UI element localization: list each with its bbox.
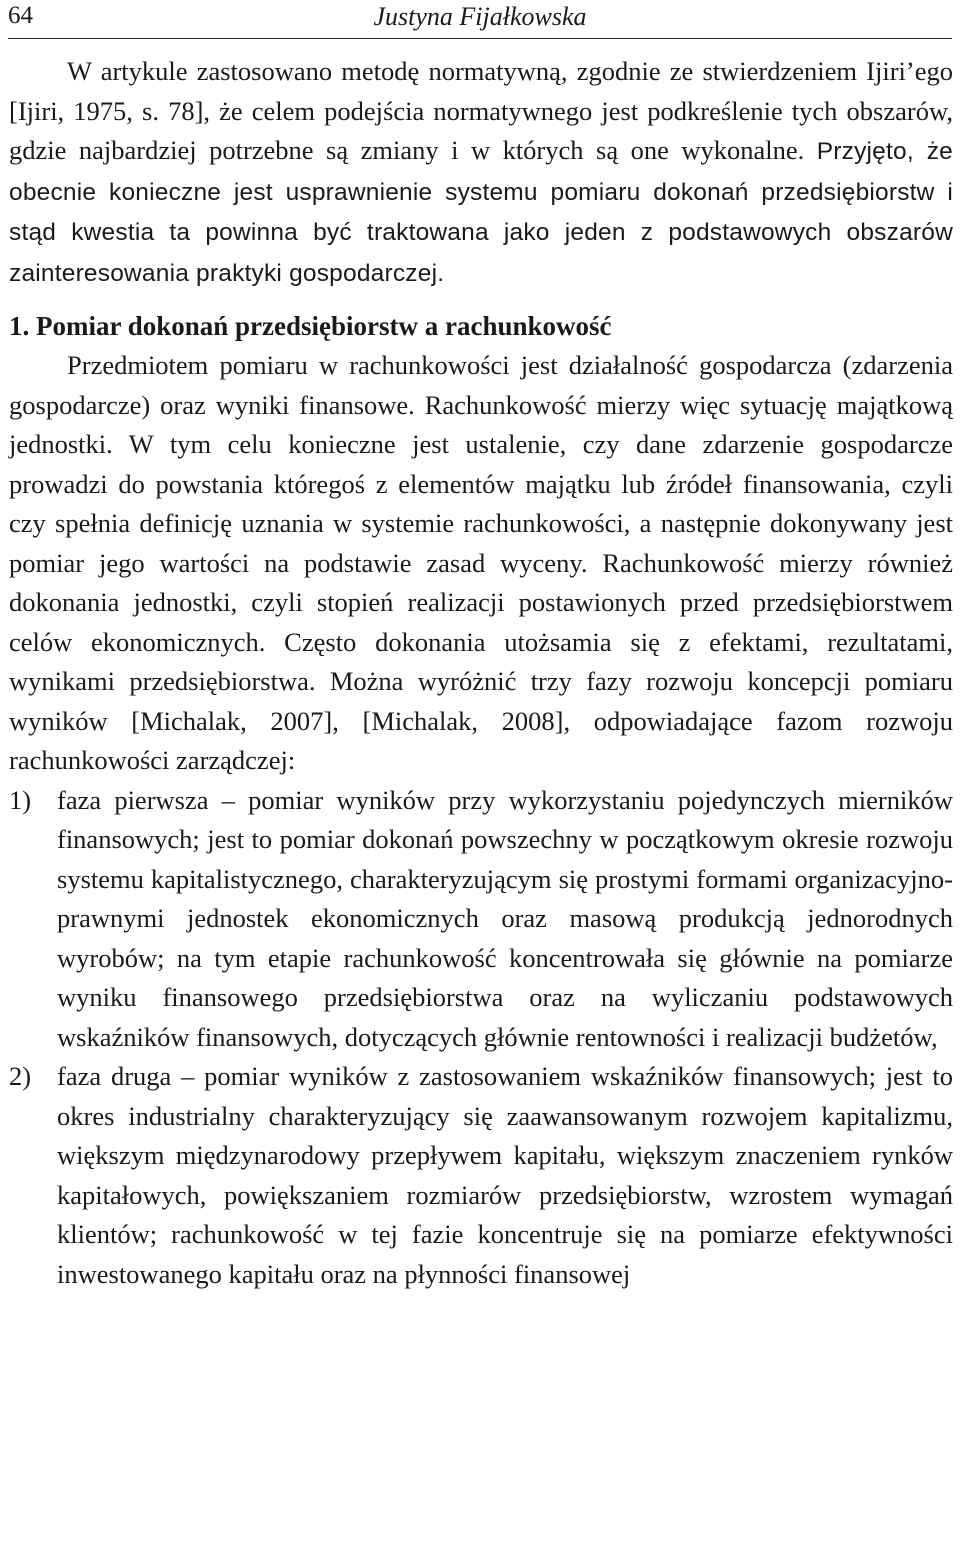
section-heading: 1. Pomiar dokonań przedsiębiorstw a rachunkowość — [9, 311, 612, 341]
list-item — [9, 1057, 953, 1294]
list-item-number: 1) — [9, 784, 32, 815]
phases-list — [9, 781, 953, 1295]
intro-text-part2: Przyjęto, że obecnie konieczne jest usprawnienie systemu pomiaru dokonań przedsiębiorstw i stąd kwestia ta powinna być traktowana jako jeden z podstawowych obszarów zainteresowania praktyki gospodarczej. — [9, 138, 953, 287]
page-body — [9, 52, 953, 1294]
intro-text-part1: W artykule zastosowano metodę normatywną, zgodnie ze stwierdzeniem Ijiri’ego [Ijiri, 1975, s. 78], że celem podejścia normatywnego jest podkreślenie tych obszarów, gdzie najbardziej potrzebne są zmiany i w których są one wykonalne. — [9, 56, 953, 165]
list-item-text: faza pierwsza – pomiar wyników przy wykorzystaniu pojedynczych mierników finansowych; jest to pomiar dokonań powszechny w początkowym okresie rozwoju systemu kapitalistycznego, charakteryzującym się prostymi formami organizacyjno-prawnymi jednostek ekonomicznych oraz masową produkcją jednorodnych wyrobów; na tym etapie rachunkowość koncentrowała się głównie na pomiarze wyniku finansowego przedsiębiorstwa oraz na wyliczaniu podstawowych wskaźników finansowych, dotyczących głównie rentowności i realizacji budżetów, — [57, 784, 953, 1052]
list-item-text: faza druga – pomiar wyników z zastosowaniem wskaźników finansowych; jest to okres industrialny charakteryzujący się zaawansowanym rozwojem kapitalizmu, większym międzynarodowy przepływem kapitału, większym znaczeniem rynków kapitałowych, powiększaniem rozmiarów przedsiębiorstw, wzrostem wymagań klientów; rachunkowość w tej fazie koncentruje się na pomiarze efektywności inwestowanego kapitału oraz na płynności finansowej — [57, 1061, 953, 1289]
page-number: 64 — [8, 2, 33, 29]
page-header — [8, 0, 952, 39]
list-item — [9, 781, 953, 1058]
intro-paragraph — [9, 52, 953, 293]
list-item-number: 2) — [9, 1061, 32, 1091]
running-title-author: Justyna Fijałkowska — [373, 2, 587, 31]
section-paragraph: Przedmiotem pomiaru w rachunkowości jest działalność gospodarcza (zdarzenia gospodarcze) oraz wyniki finansowe. Rachunkowość mierzy więc sytuację majątkową jednostki. W tym celu konieczne jest ustalenie, czy dane zdarzenie gospodarcze prowadzi do powstania któregoś z elementów majątku lub źródeł finansowania, czyli czy spełnia definicję uznania w systemie rachunkowości, a następnie dokonywany jest pomiar jego wartości na podstawie zasad wyceny. Rachunkowość mierzy również dokonania jednostki, czyli stopień realizacji postawionych przed przedsiębiorstwem celów ekonomicznych. Często dokonania utożsamia się z efektami, rezultatami, wynikami przedsiębiorstwa. Można wyróżnić trzy fazy rozwoju koncepcji pomiaru wyników [Michalak, 2007], [Michalak, 2008], odpowiadające fazom rozwoju rachunkowości zarządczej: — [9, 350, 953, 775]
